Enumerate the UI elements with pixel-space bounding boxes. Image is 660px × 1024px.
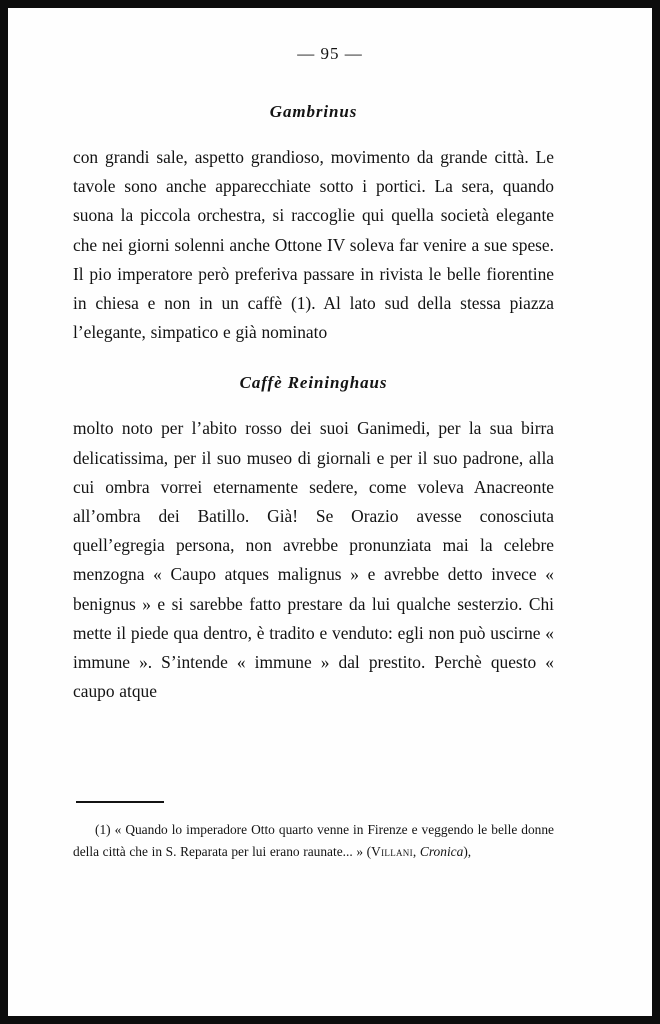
footnote-marker: (1) <box>95 822 111 837</box>
page-number: — 95 — <box>297 44 363 63</box>
footnote-citation-work: Cronica <box>419 843 464 859</box>
footnote-quote-text: « Quando lo imperadore Otto quarto venne in Firenze e veggendo le belle donne della città che in S. Reparata per lui erano raunate... » ( <box>73 822 554 859</box>
scanned-page-sheet <box>8 8 652 1016</box>
footnote-1 <box>73 819 554 862</box>
footnote-separator-rule <box>76 801 164 803</box>
text-column <box>73 94 554 706</box>
paragraph-caffe-reininghaus: molto noto per l’abito rosso dei suoi Ganimedi, per la sua birra delicatissima, per il suo museo di giornali e per il suo padrone, alla cui ombra vorrei eternamente sedere, come voleva Anacreonte all’ombra dei Batillo. Già! Se Orazio avesse conosciuta quell’egregia persona, non avrebbe pronunziata mai la celebre menzogna « Caupo atques malignus » e avrebbe detto invece « benignus » e si sarebbe fatto prestare da lui qualche sesterzio. Chi mette il piede qua dentro, è tradito e venduto: egli non può uscirne « immune ». S’intende « immune » dal prestito. Perchè questo « caupo atque <box>73 418 554 702</box>
footnote-citation-author: Villani <box>371 843 413 859</box>
paragraph-gambrinus: con grandi sale, aspetto grandioso, movimento da grande città. Le tavole sono anche apparecchiate sotto i portici. La sera, quando suona la piccola orchestra, si raccoglie qui quella società elegante che nei giorni solenni anche Ottone IV soleva far venire a sue spese. Il pio imperatore però preferiva passare in rivista le belle fiorentine in chiesa e non in un caffè (1). Al lato sud della stessa piazza l’elegante, simpatico e già nominato <box>73 147 554 343</box>
footnote-block <box>73 801 554 862</box>
footnote-citation-close: ), <box>463 843 472 859</box>
section-heading-gambrinus: Gambrinus <box>269 102 358 121</box>
footnote-citation-separator: , <box>412 843 420 859</box>
section-heading-caffe-reininghaus: Caffè Reininghaus <box>239 373 388 393</box>
